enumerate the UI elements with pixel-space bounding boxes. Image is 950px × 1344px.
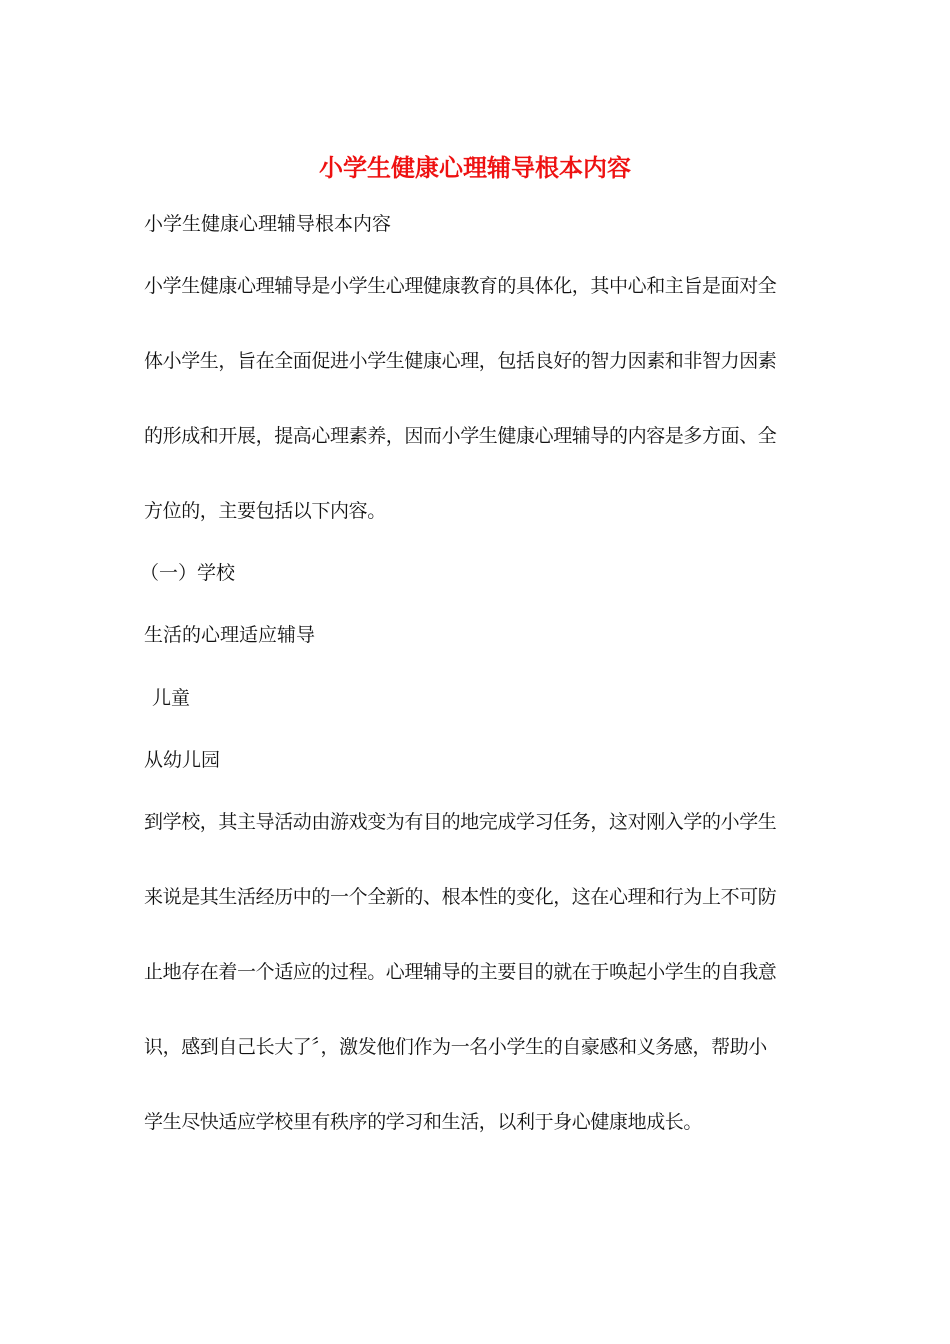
intro-line-3: 的形成和开展，提高心理素养，因而小学生健康心理辅导的内容是多方面、全 (144, 425, 777, 447)
body-line-4: 识，感到自己长大了〞，激发他们作为一名小学生的自豪感和义务感，帮助小 (144, 1036, 767, 1058)
fragment-children: 儿童 (152, 687, 191, 709)
body-line-3: 止地存在着一个适应的过程。心理辅导的主要目的就在于唤起小学生的自我意 (144, 961, 777, 983)
body-line-1: 到学校，其主导活动由游戏变为有目的地完成学习任务，这对刚入学的小学生 (144, 811, 777, 833)
intro-line-4: 方位的，主要包括以下内容。 (144, 500, 386, 522)
intro-line-2: 体小学生，旨在全面促进小学生健康心理，包括良好的智力因素和非智力因素 (144, 350, 777, 372)
body-line-5: 学生尽快适应学校里有秩序的学习和生活，以利于身心健康地成长。 (144, 1111, 703, 1133)
fragment-kindergarten: 从幼儿园 (144, 749, 221, 771)
document-title: 小学生健康心理辅导根本内容 (319, 153, 631, 182)
section-heading-part1: （一）学校 (140, 562, 236, 584)
document-subtitle: 小学生健康心理辅导根本内容 (144, 213, 392, 235)
intro-line-1: 小学生健康心理辅导是小学生心理健康教育的具体化，其中心和主旨是面对全 (144, 275, 777, 297)
body-line-2: 来说是其生活经历中的一个全新的、根本性的变化，这在心理和行为上不可防 (144, 886, 777, 908)
section-heading-part2: 生活的心理适应辅导 (144, 624, 316, 646)
